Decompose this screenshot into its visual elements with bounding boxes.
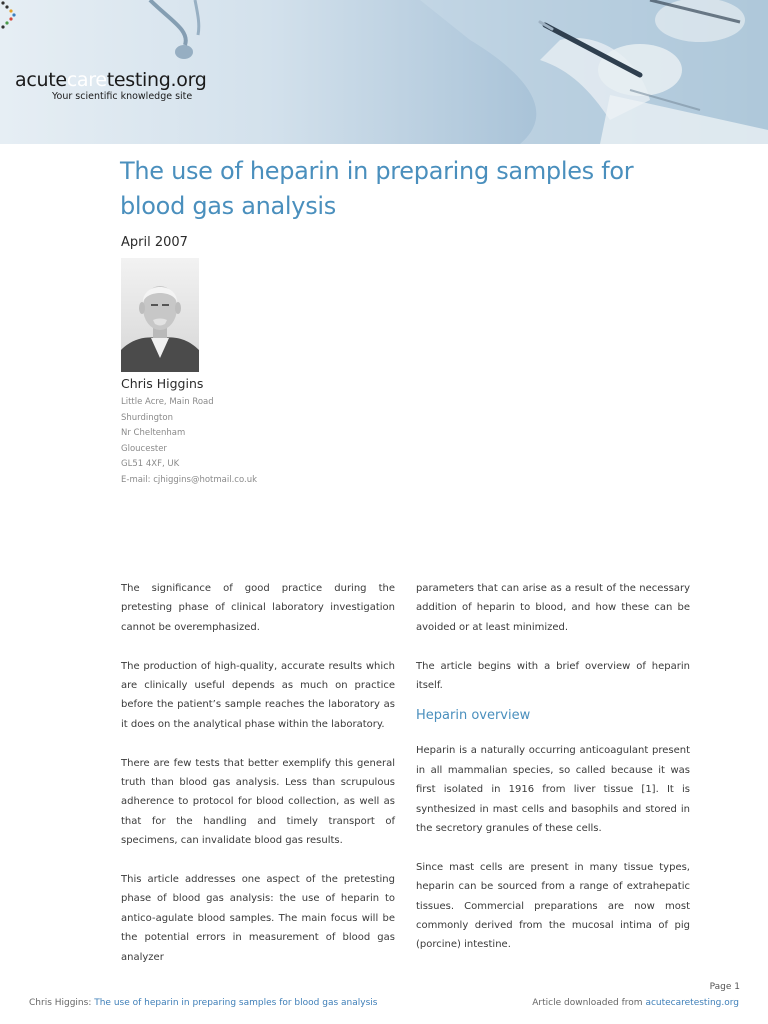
address-line: Little Acre, Main Road [121,397,214,407]
author-address [121,395,257,488]
site-link[interactable]: acutecaretesting.org [645,998,739,1008]
site-logo[interactable] [15,68,207,102]
logo-wordmark: acutecaretesting.org [15,69,207,91]
address-line: Shurdington [121,412,173,423]
author-photo [121,258,199,372]
body-paragraph: There are few tests that better exemplify this general truth than blood gas analysis. Less than scrupulous adherence to protocol for blood collection, as well as that for the handling and timely transport of specimens, can invalidate blood gas results. [121,757,395,847]
footer-citation [29,998,377,1008]
address-line: GL51 4XF, UK [121,459,180,469]
body-paragraph: The significance of good practice during the pretesting phase of clinical laboratory investigation cannot be overemphasized. [121,583,395,633]
body-paragraph: The production of high-quality, accurate results which are clinically useful depends as much on practice before the patient’s sample reaches the laboratory as it does on the analytical phase within the laboratory. [121,660,395,730]
body-paragraph: Heparin is a naturally occurring anticoagulant present in all mammalian species, so called because it was first isolated in 1916 from liver tissue [1]. It is synthesized in mast cells and basophils and stored in the secretory granules of these cells. [416,745,690,835]
body-paragraph: This article addresses one aspect of the pretesting phase of blood gas analysis: the use of heparin to antico-agulate blood samples. The main focus will be the potential errors in measurement of blood gas analyzer [121,874,395,963]
author-name: Chris Higgins [121,376,204,391]
body-column-right [416,579,690,974]
body-column-left [121,579,395,986]
footer-author: Chris Higgins: [29,998,92,1008]
address-line: Gloucester [121,443,167,454]
logo-tagline: Your scientific knowledge site [52,91,193,102]
article-title: The use of heparin in preparing samples for blood gas analysis [120,157,634,220]
section-heading: Heparin overview [416,708,531,724]
body-paragraph: parameters that can arise as a result of the necessary addition of heparin to blood, and how these can be avoided or at least minimized. [416,583,690,633]
header-banner [0,0,768,144]
article-link[interactable]: The use of heparin in preparing samples for blood gas analysis [94,998,378,1008]
body-paragraph: The article begins with a brief overview of heparin itself. [416,660,690,692]
footer-source [532,998,739,1008]
page-number: Page 1 [709,982,740,992]
logo-dots-icon [0,0,18,32]
article-date: April 2007 [121,235,188,250]
download-label: Article downloaded from [532,998,643,1008]
body-paragraph: Since mast cells are present in many tissue types, heparin can be sourced from a range of extrahepatic tissues. Commercial preparations are now most commonly derived from the mucosal intima of pig (porcine) intestine. [416,861,690,951]
address-line: Nr Cheltenham [121,428,186,438]
author-email[interactable]: E-mail: cjhiggins@hotmail.co.uk [121,474,258,485]
